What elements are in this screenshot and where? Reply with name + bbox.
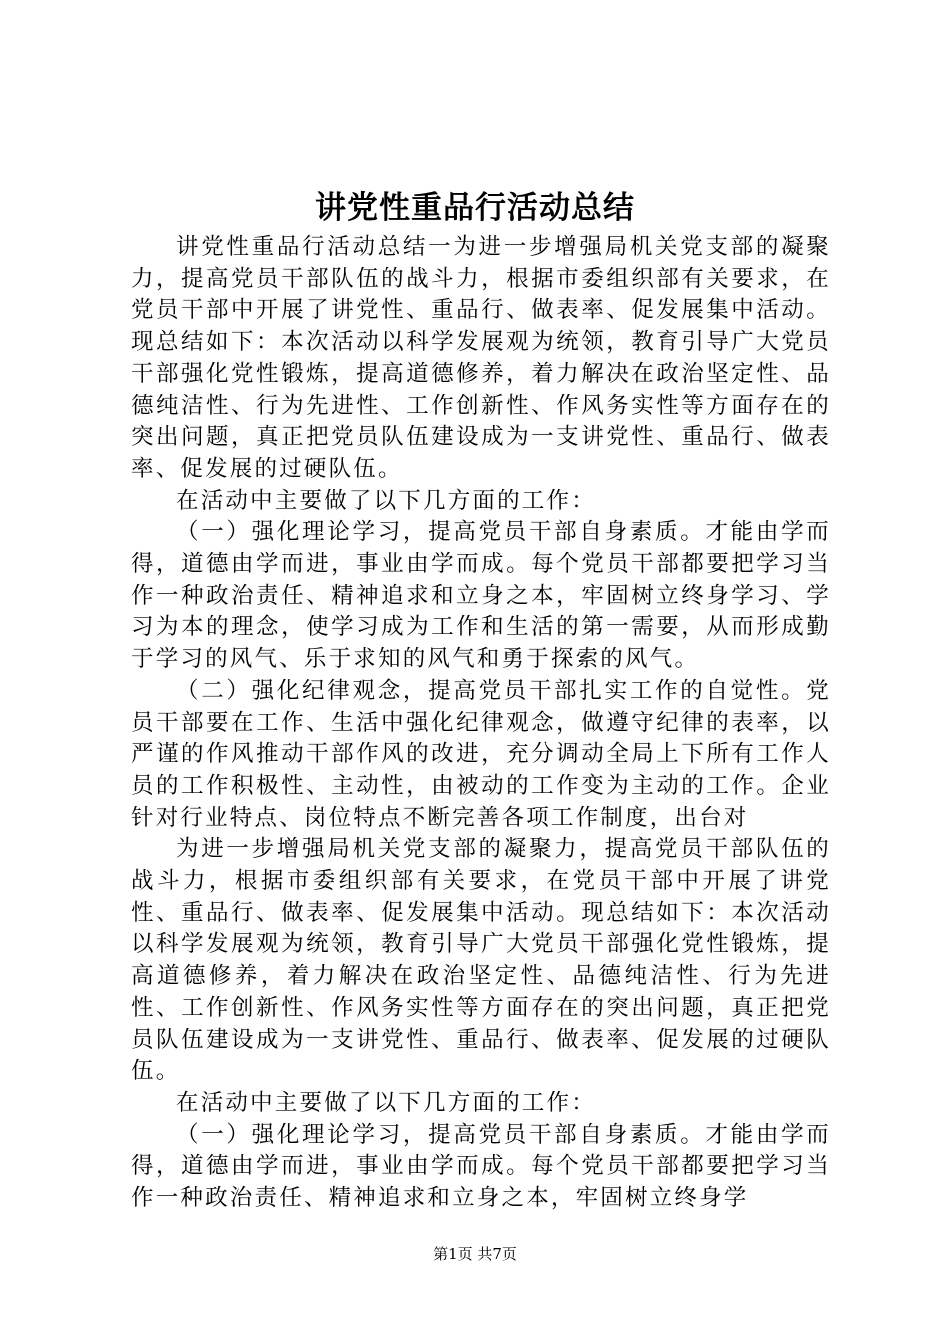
paragraph-intro: 讲党性重品行活动总结一为进一步增强局机关党支部的凝聚力，提高党员干部队伍的战斗力，根据市委组织部有关要求，在党员干部中开展了讲党性、重品行、做表率、促发展集中活动。现总结如下：本次活动以科学发展观为统领，教育引导广大党员干部强化党性锻炼，提高道德修养，着力解决在政治坚定性、品德纯洁性、行为先进性、工作创新性、作风务实性等方面存在的突出问题，真正把党员队伍建设成为一支讲党性、重品行、做表率、促发展的过硬队伍。 (131, 234, 831, 482)
paragraph-work-heading: 在活动中主要做了以下几方面的工作： (176, 487, 596, 514)
paragraph-intro-repeat: 为进一步增强局机关党支部的凝聚力，提高党员干部队伍的战斗力，根据市委组织部有关要求，在党员干部中开展了讲党性、重品行、做表率、促发展集中活动。现总结如下：本次活动以科学发展观为统领，教育引导广大党员干部强化党性锻炼，提高道德修养，着力解决在政治坚定性、品德纯洁性、行为先进性、工作创新性、作风务实性等方面存在的突出问题，真正把党员队伍建设成为一支讲党性、重品行、做表率、促发展的过硬队伍。 (131, 836, 831, 1085)
document-title: 讲党性重品行活动总结 (315, 190, 635, 226)
document-body (131, 232, 831, 1215)
paragraph-section-one-repeat: （一）强化理论学习，提高党员干部自身素质。才能由学而得，道德由学而进，事业由学而成。每个党员干部都要把学习当作一种政治责任、精神追求和立身之本，牢固树立终身学 (131, 1121, 831, 1212)
paragraph-section-two: （二）强化纪律观念，提高党员干部扎实工作的自觉性。党员干部要在工作、生活中强化纪律观念，做遵守纪律的表率，以严谨的作风推动干部作风的改进，充分调动全局上下所有工作人员的工作积极性、主动性，由被动的工作变为主动的工作。企业针对行业特点、岗位特点不断完善各项工作制度，出台对 (131, 677, 831, 831)
page-number-footer: 第1页 共7页 (433, 1245, 517, 1263)
paragraph-section-one: （一）强化理论学习，提高党员干部自身素质。才能由学而得，道德由学而进，事业由学而成。每个党员干部都要把学习当作一种政治责任、精神追求和立身之本，牢固树立终身学习、学习为本的理念，使学习成为工作和生活的第一需要，从而形成勤于学习的风气、乐于求知的风气和勇于探索的风气。 (131, 519, 831, 673)
paragraph-work-heading-repeat: 在活动中主要做了以下几方面的工作： (176, 1089, 596, 1116)
